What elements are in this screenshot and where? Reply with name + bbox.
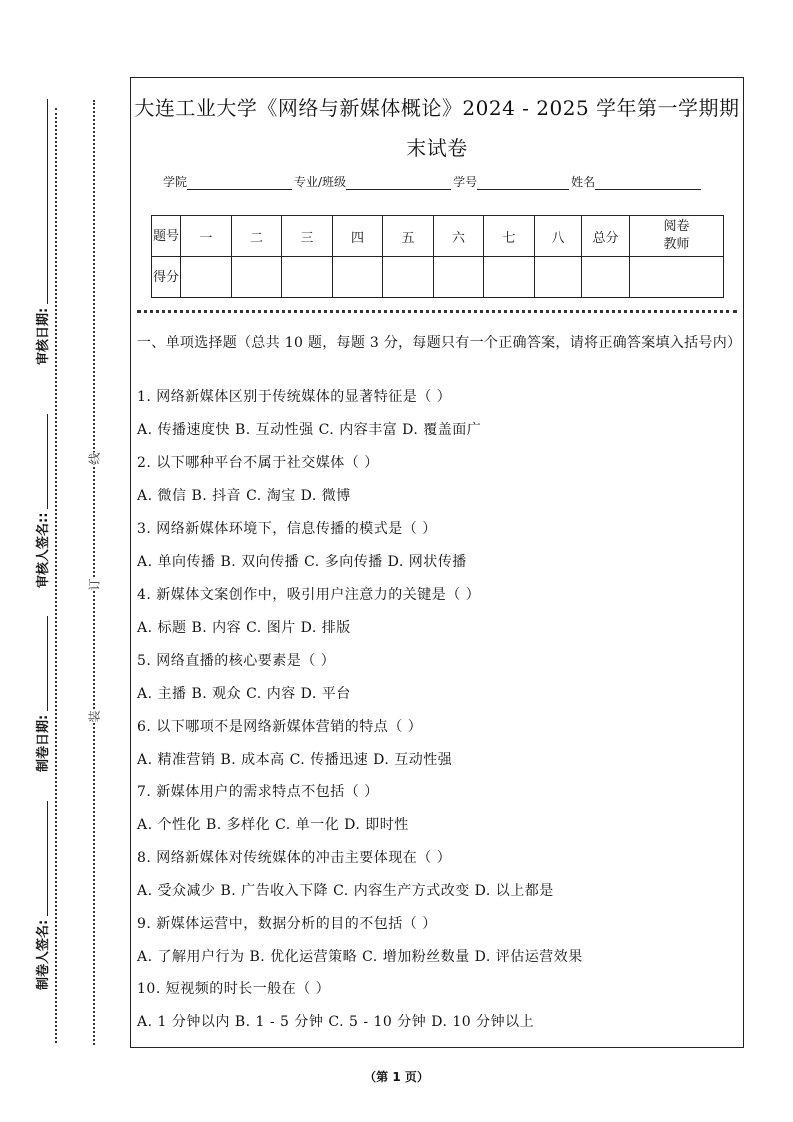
exam-frame bbox=[130, 77, 744, 1048]
name-blank[interactable] bbox=[595, 175, 701, 190]
col-header: 总分 bbox=[582, 216, 630, 257]
question-text: 4. 新媒体文案创作中，吸引用户注意力的关键是（ ） bbox=[137, 587, 481, 603]
question-text: 9. 新媒体运营中，数据分析的目的不包括（ ） bbox=[137, 916, 437, 932]
student-id-blank[interactable] bbox=[477, 175, 569, 190]
name-label: 姓名 bbox=[571, 175, 596, 189]
score-cell[interactable] bbox=[333, 257, 383, 298]
col-header: 七 bbox=[484, 216, 535, 257]
score-cell[interactable] bbox=[181, 257, 232, 298]
page-number: （第 1 页） bbox=[364, 1070, 429, 1084]
col-header: 三 bbox=[282, 216, 333, 257]
college-label: 学院 bbox=[163, 175, 188, 189]
score-cell[interactable] bbox=[582, 257, 630, 298]
major-label: 专业/班级 bbox=[294, 175, 347, 189]
binding-char-line: 线 bbox=[87, 452, 102, 465]
row-label-defen: 得分 bbox=[152, 257, 181, 298]
col-header: 阅卷教师 bbox=[630, 216, 724, 257]
margin-dotted-line-inner bbox=[93, 100, 95, 1045]
reviewer-sign-label: 审核人签名:: bbox=[32, 414, 51, 588]
exam-title-line1: 大连工业大学《网络与新媒体概论》2024 - 2025 学年第一学期期 bbox=[134, 96, 740, 120]
section1-heading: 一、单项选择题（总共 10 题，每题 3 分，每题只有一个正确答案，请将正确答案填入括号内） bbox=[137, 335, 742, 351]
exam-title-line2: 末试卷 bbox=[406, 136, 468, 160]
question-text: 2. 以下哪种平台不属于社交媒体（ ） bbox=[137, 455, 379, 471]
col-header: 二 bbox=[232, 216, 282, 257]
question-options: A. 标题 B. 内容 C. 图片 D. 排版 bbox=[137, 620, 351, 636]
question-text: 3. 网络新媒体环境下，信息传播的模式是（ ） bbox=[137, 521, 437, 537]
score-cell[interactable] bbox=[535, 257, 582, 298]
maker-date-label: 制卷日期: bbox=[32, 616, 51, 772]
maker-sign-blank[interactable] bbox=[35, 801, 48, 916]
score-cell[interactable] bbox=[434, 257, 484, 298]
question-options: A. 单向传播 B. 双向传播 C. 多向传播 D. 网状传播 bbox=[137, 554, 467, 570]
student-id-label: 学号 bbox=[453, 175, 478, 189]
dotted-separator bbox=[137, 310, 737, 313]
row-label-tihao: 题号 bbox=[152, 216, 181, 257]
question-text: 6. 以下哪项不是网络新媒体营销的特点（ ） bbox=[137, 719, 423, 735]
question-options: A. 精准营销 B. 成本高 C. 传播迅速 D. 互动性强 bbox=[137, 752, 453, 768]
question-options: A. 主播 B. 观众 C. 内容 D. 平台 bbox=[137, 686, 351, 702]
col-header: 一 bbox=[181, 216, 232, 257]
college-blank[interactable] bbox=[187, 175, 292, 190]
question-options: A. 了解用户行为 B. 优化运营策略 C. 增加粉丝数量 D. 评估运营效果 bbox=[137, 949, 583, 965]
binding-char-ding: 订 bbox=[87, 578, 102, 591]
student-info-row bbox=[163, 173, 703, 190]
score-cell[interactable] bbox=[484, 257, 535, 298]
col-header: 四 bbox=[333, 216, 383, 257]
maker-sign-label: 制卷人签名: bbox=[32, 801, 51, 990]
margin-dotted-line-outer bbox=[55, 108, 57, 1043]
score-cell[interactable] bbox=[630, 257, 724, 298]
maker-date-blank[interactable] bbox=[35, 616, 48, 711]
question-options: A. 受众减少 B. 广告收入下降 C. 内容生产方式改变 D. 以上都是 bbox=[137, 883, 554, 899]
reviewer-date-label: 审核日期: bbox=[32, 99, 51, 365]
question-text: 7. 新媒体用户的需求特点不包括（ ） bbox=[137, 784, 379, 800]
score-cell[interactable] bbox=[282, 257, 333, 298]
col-header: 五 bbox=[383, 216, 434, 257]
score-cell[interactable] bbox=[383, 257, 434, 298]
question-text: 5. 网络直播的核心要素是（ ） bbox=[137, 653, 336, 669]
question-text: 10. 短视频的时长一般在（ ） bbox=[137, 981, 331, 997]
col-header: 六 bbox=[434, 216, 484, 257]
binding-char-zhuang: 装 bbox=[87, 710, 102, 723]
score-table bbox=[151, 215, 724, 298]
question-options: A. 传播速度快 B. 互动性强 C. 内容丰富 D. 覆盖面广 bbox=[137, 422, 482, 438]
question-text: 8. 网络新媒体对传统媒体的冲击主要体现在（ ） bbox=[137, 850, 452, 866]
question-options: A. 1 分钟以内 B. 1 - 5 分钟 C. 5 - 10 分钟 D. 10 分钟以上 bbox=[137, 1014, 535, 1030]
question-options: A. 个性化 B. 多样化 C. 单一化 D. 即时性 bbox=[137, 817, 409, 833]
score-table-header-row bbox=[152, 216, 724, 257]
score-cell[interactable] bbox=[232, 257, 282, 298]
reviewer-sign-blank[interactable] bbox=[35, 414, 48, 509]
col-header: 八 bbox=[535, 216, 582, 257]
question-text: 1. 网络新媒体区别于传统媒体的显著特征是（ ） bbox=[137, 389, 452, 405]
question-options: A. 微信 B. 抖音 C. 淘宝 D. 微博 bbox=[137, 488, 351, 504]
score-table-score-row bbox=[152, 257, 724, 298]
major-blank[interactable] bbox=[346, 175, 451, 190]
reviewer-date-blank[interactable] bbox=[35, 99, 48, 304]
